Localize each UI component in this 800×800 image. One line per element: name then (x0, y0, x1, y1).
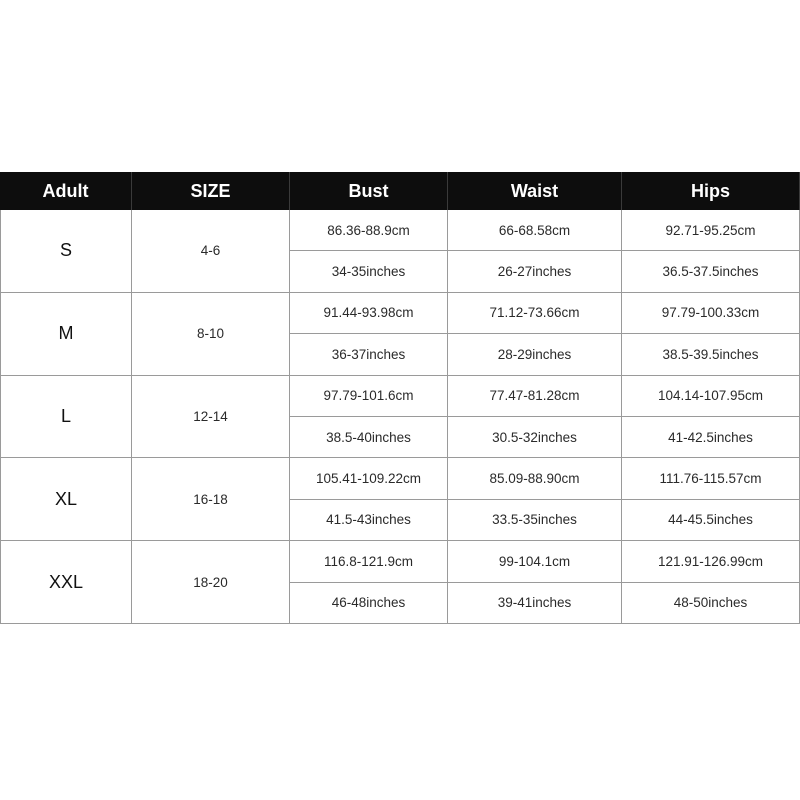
waist-in-cell: 30.5-32inches (448, 417, 622, 458)
waist-in-cell: 39-41inches (448, 583, 622, 624)
adult-size-cell: M (0, 293, 132, 376)
bust-in-cell: 34-35inches (290, 251, 448, 292)
hips-in-cell: 38.5-39.5inches (622, 334, 800, 375)
hips-in-cell: 36.5-37.5inches (622, 251, 800, 292)
numeric-size-cell: 8-10 (132, 293, 290, 376)
numeric-size-cell: 18-20 (132, 541, 290, 624)
waist-cm-cell: 71.12-73.66cm (448, 293, 622, 334)
bust-cm-cell: 97.79-101.6cm (290, 376, 448, 417)
bust-in-cell: 46-48inches (290, 583, 448, 624)
header-hips: Hips (622, 172, 800, 210)
bust-in-cell: 36-37inches (290, 334, 448, 375)
header-size: SIZE (132, 172, 290, 210)
adult-size-cell: XXL (0, 541, 132, 624)
numeric-size-cell: 12-14 (132, 376, 290, 459)
hips-in-cell: 44-45.5inches (622, 500, 800, 541)
hips-cm-cell: 104.14-107.95cm (622, 376, 800, 417)
hips-in-cell: 41-42.5inches (622, 417, 800, 458)
bust-cm-cell: 116.8-121.9cm (290, 541, 448, 582)
waist-cm-cell: 77.47-81.28cm (448, 376, 622, 417)
header-adult: Adult (0, 172, 132, 210)
bust-in-cell: 38.5-40inches (290, 417, 448, 458)
waist-in-cell: 33.5-35inches (448, 500, 622, 541)
numeric-size-cell: 16-18 (132, 458, 290, 541)
waist-cm-cell: 99-104.1cm (448, 541, 622, 582)
adult-size-cell: S (0, 210, 132, 293)
bust-cm-cell: 91.44-93.98cm (290, 293, 448, 334)
numeric-size-cell: 4-6 (132, 210, 290, 293)
bust-in-cell: 41.5-43inches (290, 500, 448, 541)
hips-cm-cell: 97.79-100.33cm (622, 293, 800, 334)
size-chart-table (0, 172, 800, 624)
hips-cm-cell: 92.71-95.25cm (622, 210, 800, 251)
hips-cm-cell: 121.91-126.99cm (622, 541, 800, 582)
header-bust: Bust (290, 172, 448, 210)
waist-cm-cell: 66-68.58cm (448, 210, 622, 251)
bust-cm-cell: 86.36-88.9cm (290, 210, 448, 251)
bust-cm-cell: 105.41-109.22cm (290, 458, 448, 499)
adult-size-cell: L (0, 376, 132, 459)
hips-in-cell: 48-50inches (622, 583, 800, 624)
waist-in-cell: 26-27inches (448, 251, 622, 292)
waist-in-cell: 28-29inches (448, 334, 622, 375)
waist-cm-cell: 85.09-88.90cm (448, 458, 622, 499)
hips-cm-cell: 111.76-115.57cm (622, 458, 800, 499)
adult-size-cell: XL (0, 458, 132, 541)
header-waist: Waist (448, 172, 622, 210)
